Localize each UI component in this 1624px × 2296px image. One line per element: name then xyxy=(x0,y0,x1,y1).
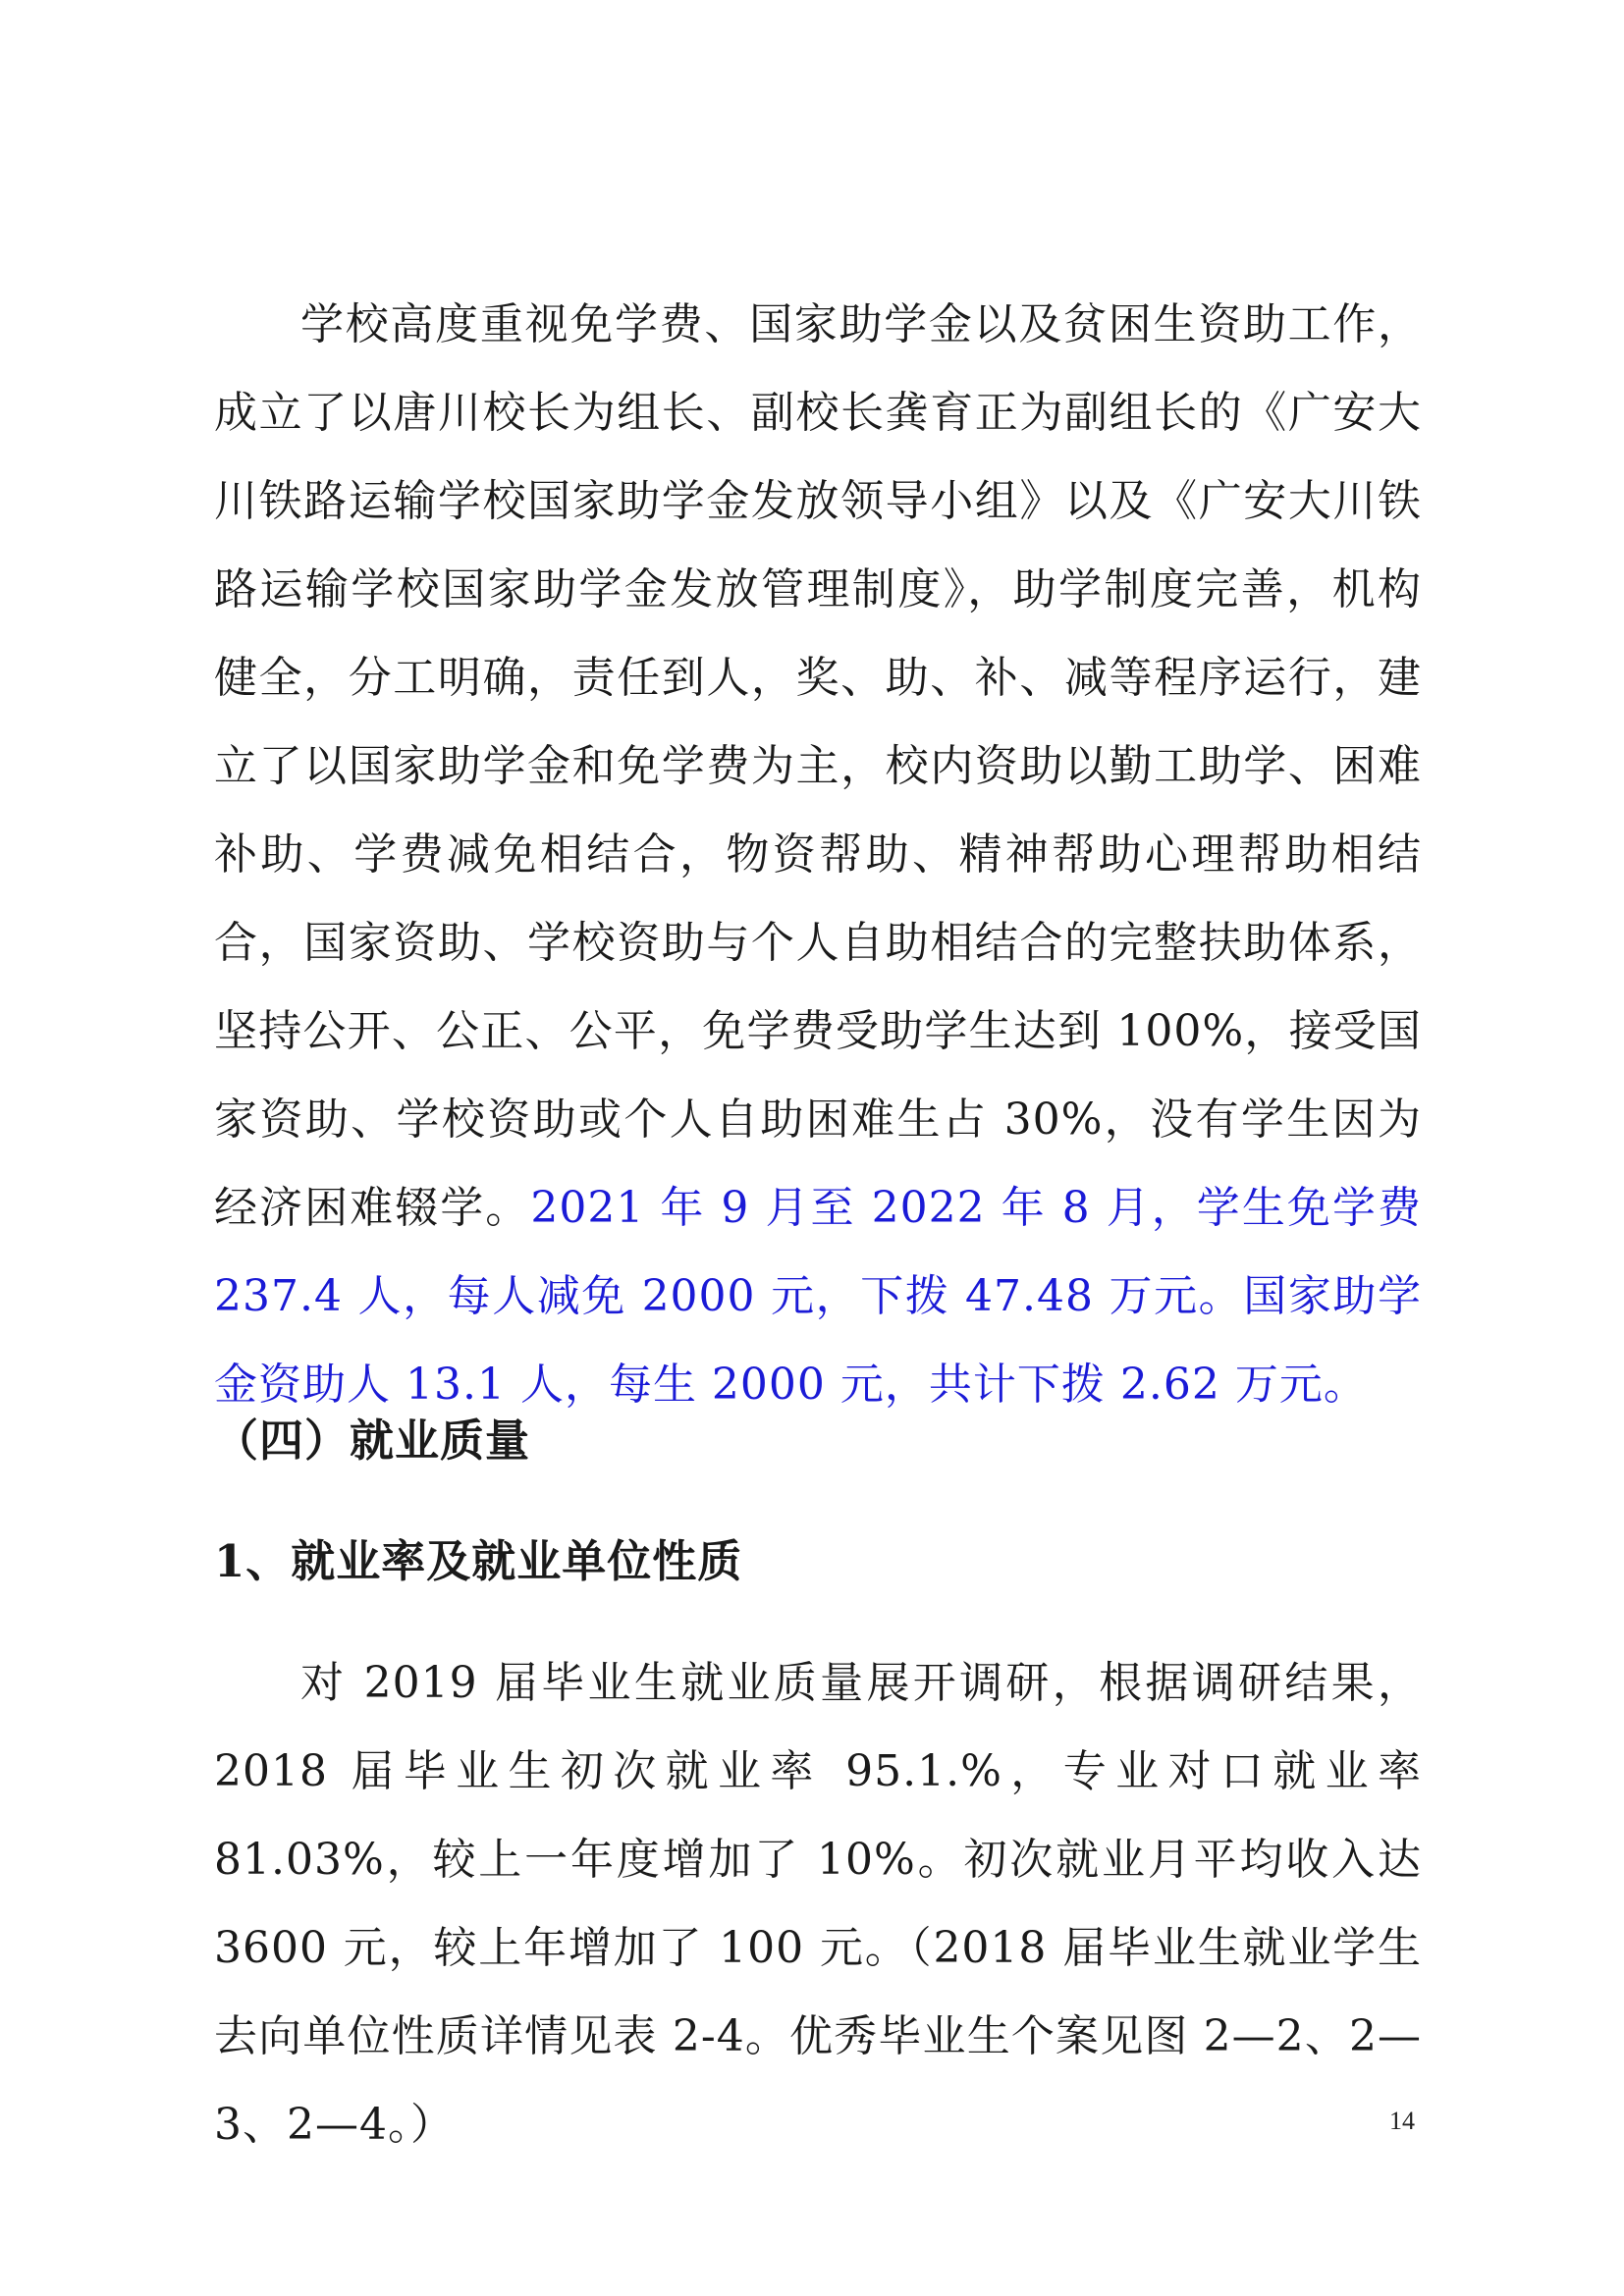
paragraph-text: 学校高度重视免学费、国家助学金以及贫困生资助工作，成立了以唐川校长为组长、副校长龚育正为副组长的《广安大川铁路运输学校国家助学金发放领导小组》以及《广安大川铁路运输学校国家助学金发放管理制度》，助学制度完善，机构健全，分工明确，责任到人，奖、助、补、减等程序运行，建立了以国家助学金和免学费为主，校内资助以勤工助学、困难补助、学费减免相结合，物资帮助、精神帮助心理帮助相结合，国家资助、学校资助与个人自助相结合的完整扶助体系，坚持公开、公正、公平，免学费受助学生达到 100%，接受国家资助、学校资助或个人自助困难生占 30%，没有学生因为经济困难辍学。 xyxy=(214,299,1422,1233)
page-number: 14 xyxy=(1389,2107,1415,2135)
highlighted-text: 2021 年 9 月至 2022 年 8 月，学生免学费 237.4 人，每人减免 2000 元，下拨 47.48 万元。国家助学金资助人 13.1 人，每生 2000 元，共计下拨 2.62 万元。 xyxy=(214,1183,1422,1410)
section-heading: （四）就业质量 xyxy=(214,1415,531,1467)
subsection-heading: 1、就业率及就业单位性质 xyxy=(214,1535,743,1587)
body-paragraph-employment: 对 2019 届毕业生就业质量展开调研，根据调研结果， 2018 届毕业生初次就业率 95.1.%，专业对口就业率 81.03%，较上一年度增加了 10%。初次就业月平均收入达 3600 元，较上年增加了 100 元。（2018 届毕业生就业学生去向单位性质详情见表 2-4。优秀毕业生个案见图 2—2、2—3、2—4。） xyxy=(214,1658,1422,2150)
body-paragraph-student-aid xyxy=(214,281,1422,1429)
